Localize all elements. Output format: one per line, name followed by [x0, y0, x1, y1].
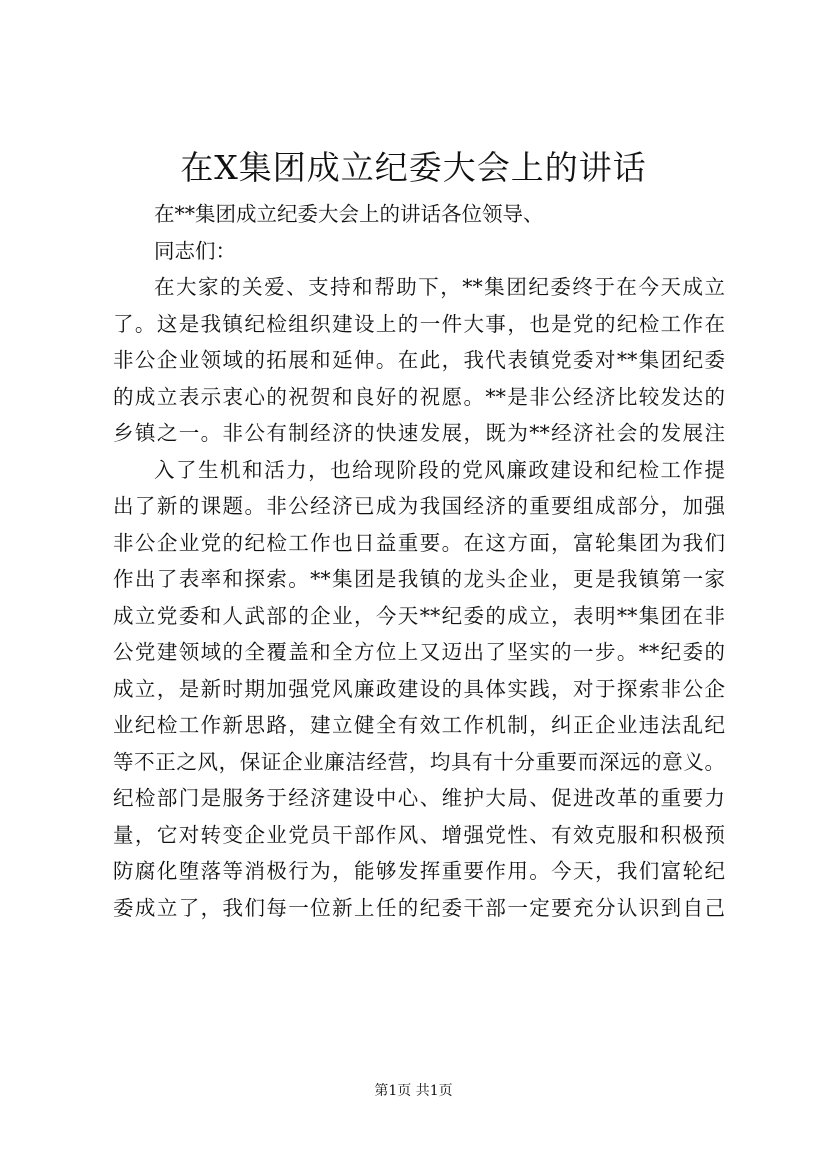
text-line: 出了新的课题。非公经济已成为我国经济的重要组成部分，加强	[113, 494, 725, 518]
text-line: 成立，是新时期加强党风廉政建设的具体实践，对于探索非公企	[113, 676, 725, 701]
text-line: 乡镇之一。非公有制经济的快速发展，既为**经济社会的发展注	[113, 421, 725, 445]
document-title: 在X集团成立纪委大会上的讲话	[180, 148, 647, 187]
text-line: 在**集团成立纪委大会上的讲话各位领导、	[154, 202, 544, 226]
page-footer: 第1页 共1页	[374, 1083, 453, 1099]
text-line: 成立党委和人武部的企业，今天**纪委的成立，表明**集团在非	[113, 603, 725, 628]
text-line: 等不正之风，保证企业廉洁经营，均具有十分重要而深远的意义。	[113, 749, 725, 774]
text-line: 业纪检工作新思路，建立健全有效工作机制，纠正企业违法乱纪	[113, 713, 725, 737]
document-body	[113, 196, 725, 926]
text-line: 的成立表示衷心的祝贺和良好的祝愿。**是非公经济比较发达的	[113, 384, 725, 409]
text-line: 量，它对转变企业党员干部作风、增强党性、有效克服和积极预	[113, 822, 725, 847]
text-line: 委成立了，我们每一位新上任的纪委干部一定要充分认识到自己	[113, 895, 725, 920]
text-line: 非公企业党的纪检工作也日益重要。在这方面，富轮集团为我们	[113, 530, 725, 555]
text-line: 同志们：	[154, 238, 236, 263]
text-line: 入了生机和活力，也给现阶段的党风廉政建设和纪检工作提	[154, 457, 725, 482]
text-line: 在大家的关爱、支持和帮助下，**集团纪委终于在今天成立	[154, 275, 725, 299]
text-line: 非公企业领域的拓展和延伸。在此，我代表镇党委对**集团纪委	[113, 348, 725, 372]
text-line: 防腐化堕落等消极行为，能够发挥重要作用。今天，我们富轮纪	[113, 859, 725, 883]
text-line: 作出了表率和探索。**集团是我镇的龙头企业，更是我镇第一家	[113, 567, 725, 591]
text-line: 了。这是我镇纪检组织建设上的一件大事，也是党的纪检工作在	[113, 311, 725, 336]
text-line: 纪检部门是服务于经济建设中心、维护大局、促进改革的重要力	[113, 786, 725, 810]
text-line: 公党建领域的全覆盖和全方位上又迈出了坚实的一步。**纪委的	[113, 640, 725, 664]
